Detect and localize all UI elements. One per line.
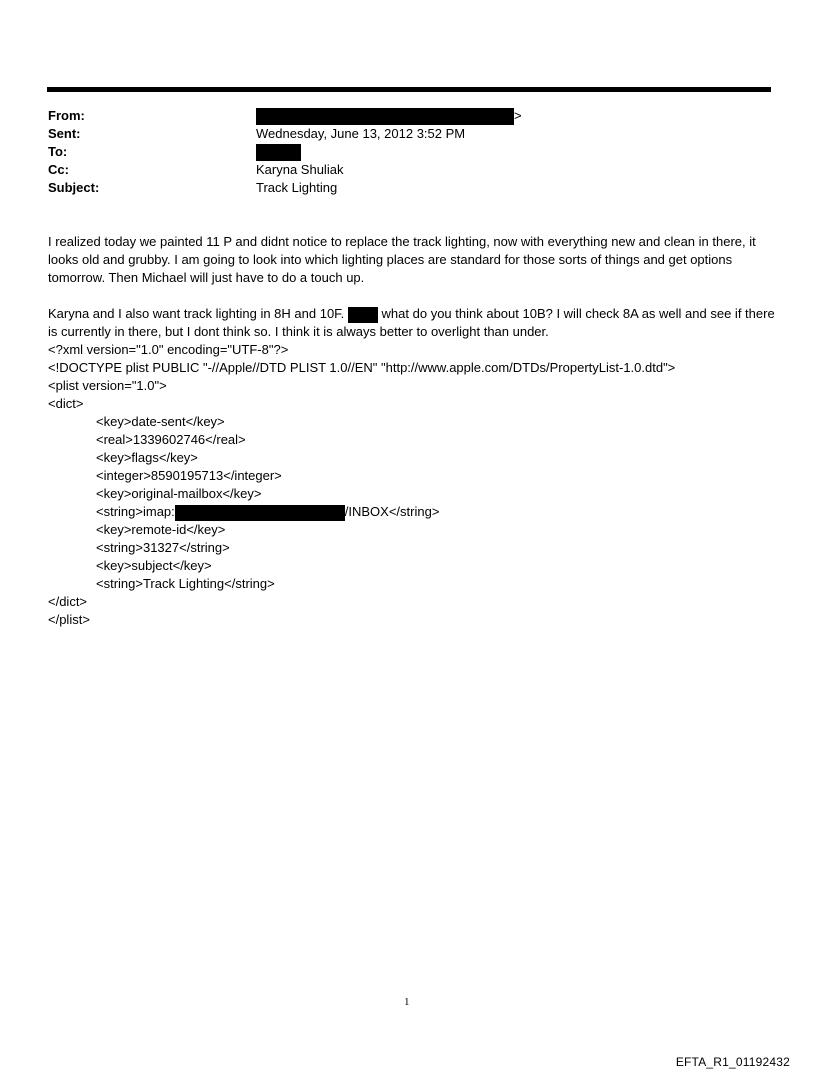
redaction-box (175, 505, 345, 521)
redaction-box (348, 307, 378, 323)
plist-line: <plist version="1.0"> (48, 378, 167, 393)
plist-line: <integer>8590195713</integer> (96, 468, 282, 483)
plist-line: <dict> (48, 396, 84, 411)
document-id: EFTA_R1_01192432 (675, 1055, 790, 1069)
redaction-box (256, 144, 301, 161)
plist-line: <string>Track Lighting</string> (96, 576, 275, 591)
plist-line: <string>imap: /INBOX</string> (96, 504, 440, 519)
cc-value: Karyna Shuliak (256, 162, 344, 177)
sent-value: Wednesday, June 13, 2012 3:52 PM (256, 126, 466, 141)
plist-line: </dict> (48, 594, 88, 609)
plist-line: <key>flags</key> (96, 450, 198, 465)
body-paragraph-1: I realized today we painted 11 P and didnt notice to replace the track lighting, now with everything new and clean in there, it looks old and grubby. I am going to look into which lighting places are standard for those sorts of things and get options tomorrow. Then Michael will just have to do a touch up. (48, 234, 756, 285)
plist-line: </plist> (48, 612, 90, 627)
sent-label: Sent: (48, 126, 81, 141)
from-suffix: > (514, 108, 522, 123)
from-label: From: (48, 108, 85, 123)
plist-line: <key>original-mailbox</key> (96, 486, 262, 501)
plist-line: <key>remote-id</key> (96, 522, 226, 537)
to-label: To: (48, 144, 68, 159)
plist-line: <real>1339602746</real> (96, 432, 246, 447)
cc-label: Cc: (48, 162, 69, 177)
redaction-box (256, 108, 514, 125)
plist-line: <string>31327</string> (96, 540, 230, 555)
plist-line: <key>date-sent</key> (96, 414, 225, 429)
plist-line: <!DOCTYPE plist PUBLIC "-//Apple//DTD PLIST 1.0//EN" "http://www.apple.com/DTDs/PropertyList-1.0.dtd"> (48, 360, 676, 375)
body-paragraph-2: Karyna and I also want track lighting in 8H and 10F. what do you think about 10B? I will check 8A as well and see if there is currently in there, but I dont think so. I think it is always better to overlight than under. (48, 306, 775, 339)
plist-line: <key>subject</key> (96, 558, 212, 573)
header-rule (47, 87, 771, 92)
plist-line: <?xml version="1.0" encoding="UTF-8"?> (48, 342, 289, 357)
subject-label: Subject: (48, 180, 100, 195)
subject-value: Track Lighting (256, 180, 338, 195)
page-number: 1 (404, 996, 410, 1008)
